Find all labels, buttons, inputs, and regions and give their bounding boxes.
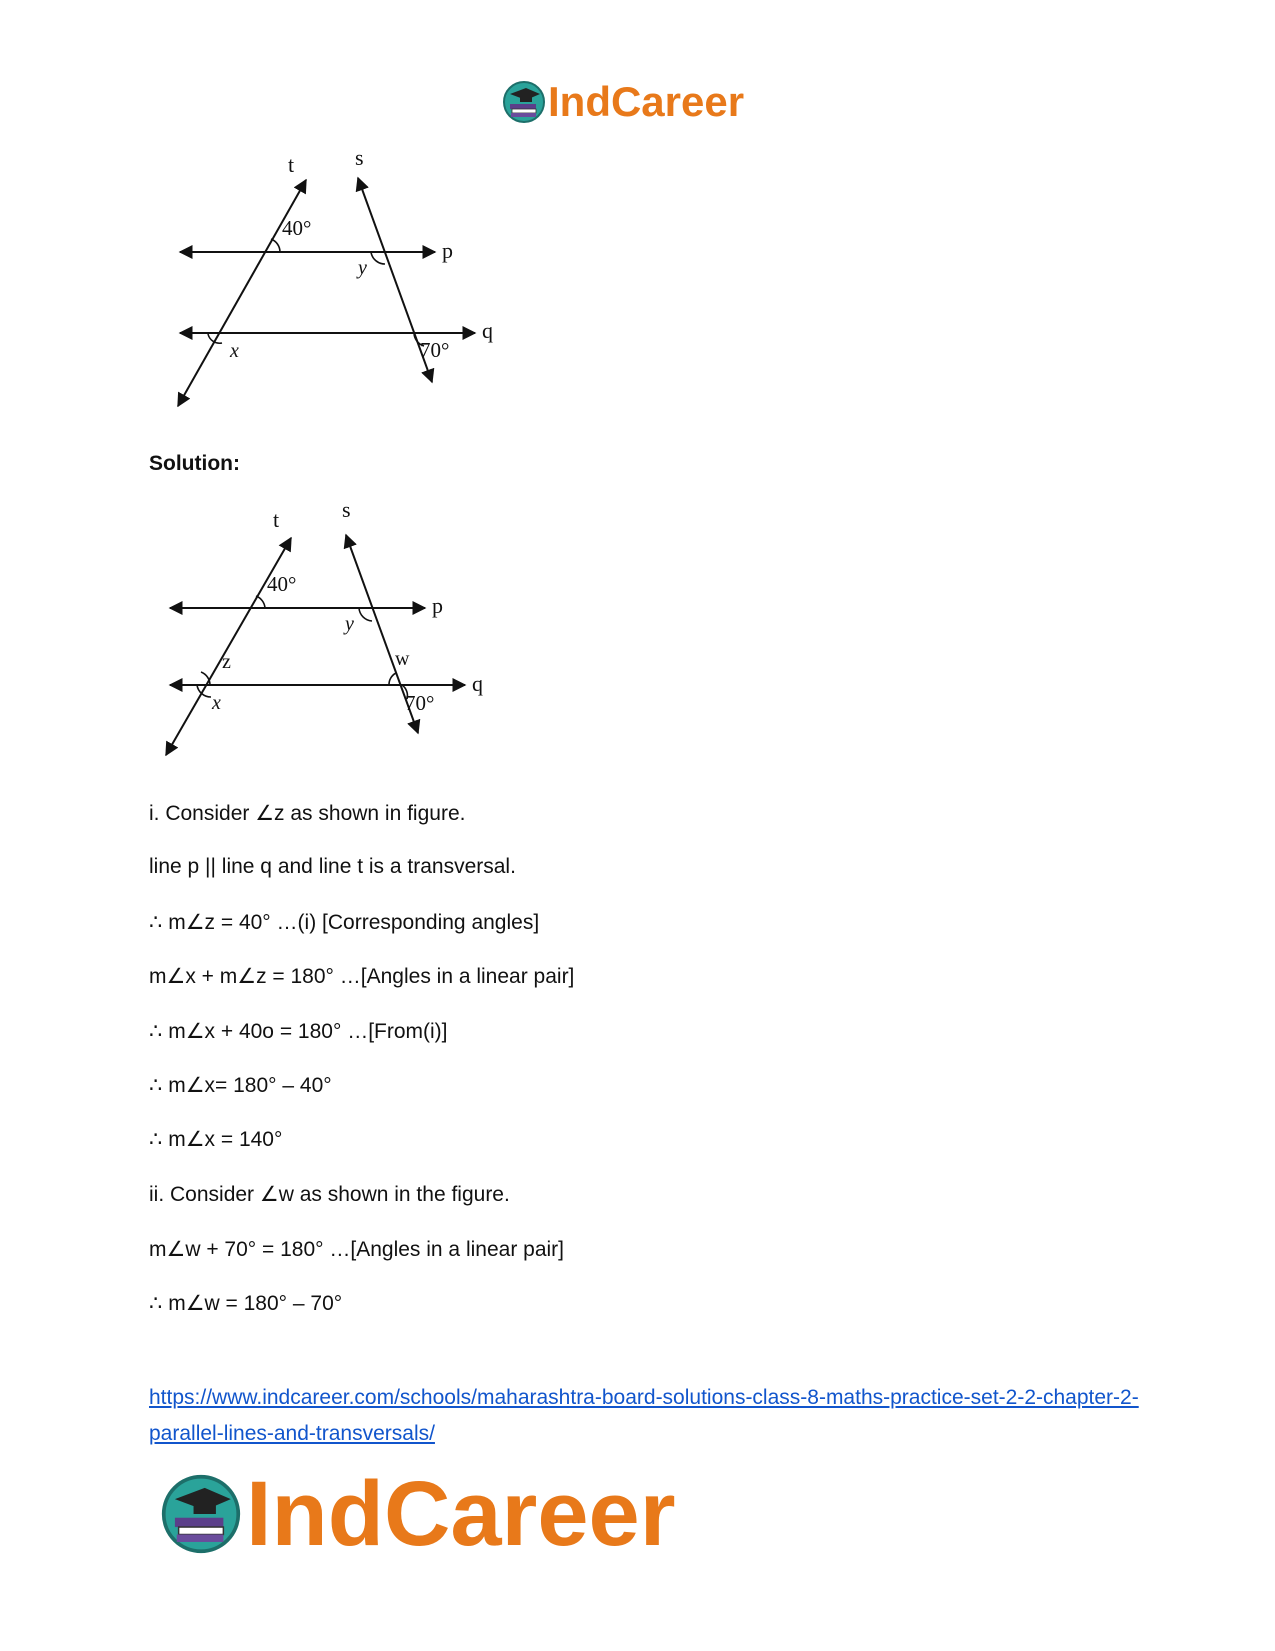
- logo-wordmark: IndCareer: [246, 1463, 676, 1565]
- logo-wordmark: IndCareer: [548, 78, 745, 125]
- label-s: s: [355, 150, 364, 170]
- label-t: t: [273, 507, 280, 532]
- question-figure: [170, 150, 510, 410]
- footer-logo: [160, 1463, 676, 1565]
- solution-line: i. Consider ∠z as shown in figure.: [149, 802, 466, 825]
- label-70: 70°: [420, 338, 450, 362]
- label-40: 40°: [267, 572, 297, 596]
- label-s: s: [342, 505, 351, 522]
- arc-x: [208, 334, 222, 343]
- header-logo: [502, 78, 744, 126]
- solution-line: m∠w + 70° = 180° …[Angles in a linear pair]: [149, 1238, 564, 1261]
- label-x: x: [212, 692, 221, 714]
- line-t: [166, 538, 291, 755]
- label-z: z: [222, 651, 231, 673]
- arc-y: [371, 252, 385, 264]
- label-70: 70°: [405, 691, 435, 715]
- solution-line: line p || line q and line t is a transversal.: [149, 855, 516, 878]
- label-40: 40°: [282, 216, 312, 240]
- label-t: t: [288, 152, 295, 177]
- solution-line: ∴ m∠x = 140°: [149, 1128, 283, 1151]
- graduation-globe-icon: [502, 80, 546, 124]
- solution-line: ∴ m∠z = 40° …(i) [Corresponding angles]: [149, 911, 540, 934]
- label-x: x: [230, 340, 239, 362]
- solution-line: ∴ m∠x= 180° – 40°: [149, 1074, 332, 1097]
- source-link[interactable]: https://www.indcareer.com/schools/maharashtra-board-solutions-class-8-maths-practice-set-2-2-chapter-2-parallel-lines-and-transversals/: [149, 1386, 1139, 1445]
- label-q: q: [472, 671, 483, 696]
- label-p: p: [432, 593, 443, 618]
- label-y: y: [358, 257, 367, 279]
- label-y: y: [345, 613, 354, 635]
- solution-heading: Solution:: [149, 452, 240, 475]
- solution-figure: [160, 505, 500, 765]
- solution-line: ii. Consider ∠w as shown in the figure.: [149, 1183, 510, 1206]
- arc-w: [389, 673, 396, 685]
- arc-z: [201, 672, 210, 685]
- arc-y: [359, 608, 372, 621]
- label-w: w: [395, 648, 410, 670]
- label-p: p: [442, 238, 453, 263]
- label-q: q: [482, 318, 493, 343]
- solution-line: m∠x + m∠z = 180° …[Angles in a linear pair]: [149, 965, 575, 988]
- graduation-globe-icon: [160, 1473, 242, 1555]
- line-t: [178, 180, 306, 406]
- solution-line: ∴ m∠w = 180° – 70°: [149, 1292, 343, 1315]
- solution-line: ∴ m∠x + 40o = 180° …[From(i)]: [149, 1020, 448, 1043]
